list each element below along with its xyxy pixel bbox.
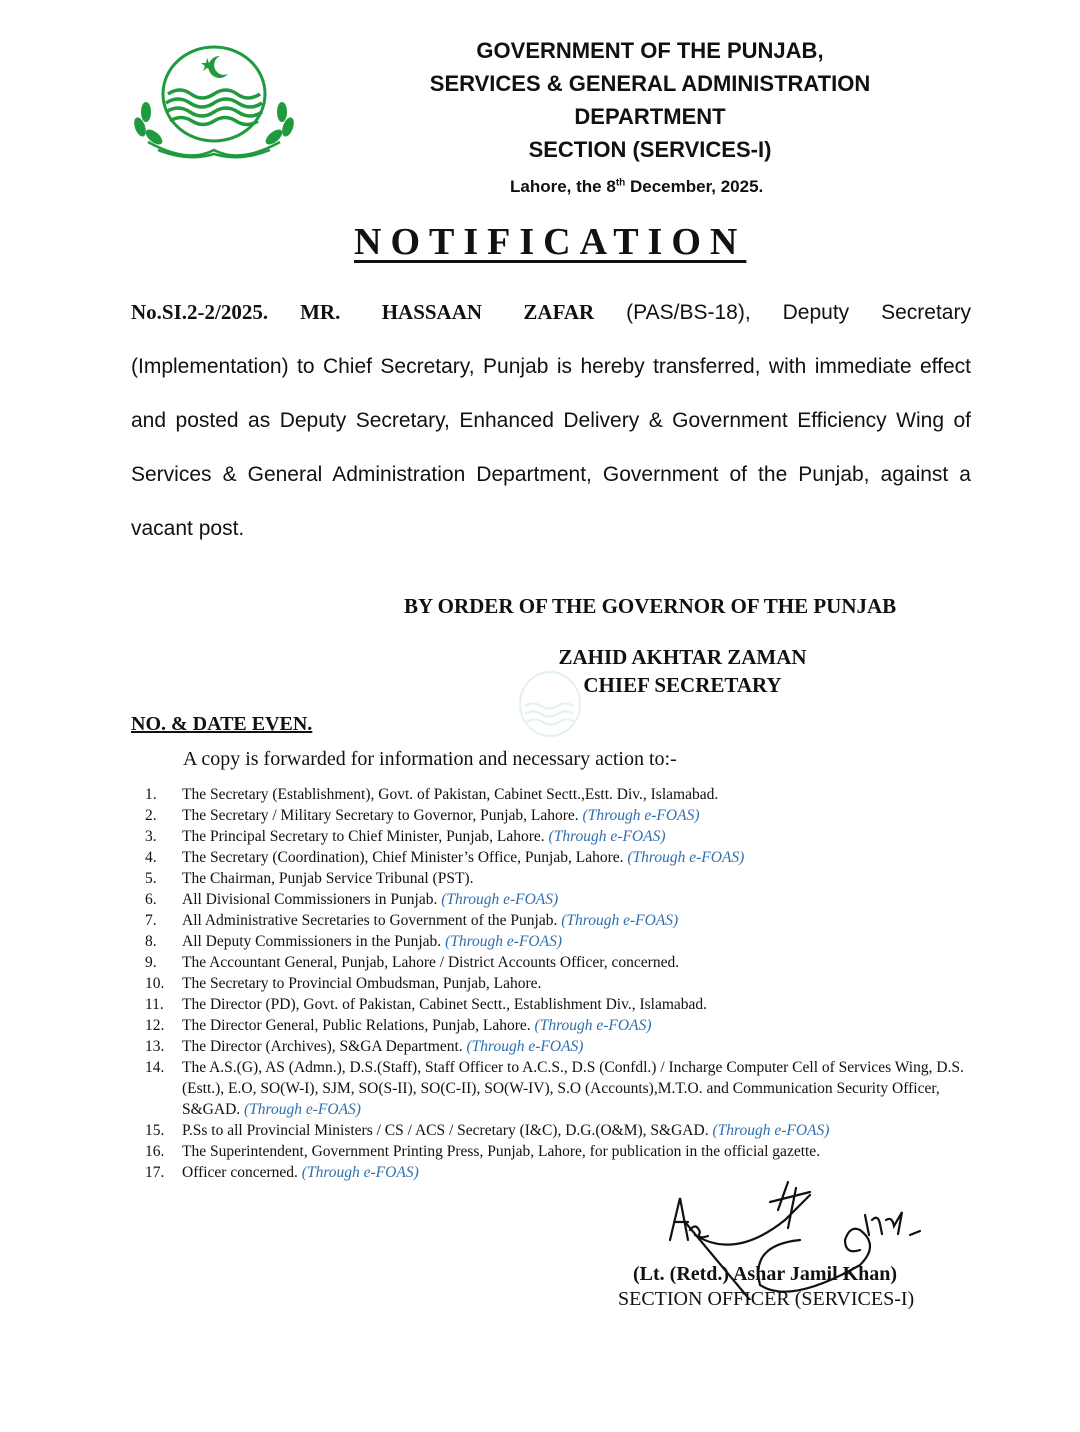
list-item [130, 994, 988, 1015]
list-item-number: 16. [145, 1143, 165, 1160]
list-item-text: The Secretary to Provincial Ombudsman, Punjab, Lahore. [182, 975, 542, 992]
list-item-text: The Secretary (Establishment), Govt. of Pakistan, Cabinet Sectt.,Estt. Div., Islamabad. [182, 786, 719, 803]
list-item-text: The Director (Archives), S&GA Department. [182, 1038, 467, 1055]
list-item-text-wrap [182, 889, 988, 910]
list-item-text: The Secretary (Coordination), Chief Minister’s Office, Punjab, Lahore. [182, 849, 628, 866]
notification-body [131, 285, 971, 556]
section-officer-title: SECTION OFFICER (SERVICES-I) [618, 1288, 915, 1310]
list-item-number: 8. [145, 933, 157, 950]
efoas-tag: (Through e-FOAS) [301, 1164, 419, 1181]
list-item [130, 1036, 988, 1057]
efoas-tag: (Through e-FOAS) [712, 1122, 830, 1139]
efoas-tag: (Through e-FOAS) [548, 828, 666, 845]
list-item-number: 17. [145, 1164, 165, 1181]
list-item-text: The Director General, Public Relations, Punjab, Lahore. [182, 1017, 535, 1034]
list-item-number: 6. [145, 891, 157, 908]
list-item [130, 952, 988, 973]
header-line-2: SERVICES & GENERAL ADMINISTRATION [429, 71, 871, 96]
emblem-watermark-icon [505, 668, 595, 740]
notification-title: NOTIFICATION [354, 221, 747, 263]
list-item-text: The Superintendent, Government Printing Press, Punjab, Lahore, for publication in the official gazette. [182, 1143, 821, 1160]
list-item-text-wrap [182, 1120, 988, 1141]
list-item-number: 7. [145, 912, 157, 929]
efoas-tag: (Through e-FOAS) [441, 891, 559, 908]
list-item-text: All Divisional Commissioners in Punjab. [182, 891, 442, 908]
efoas-tag: (Through e-FOAS) [627, 849, 745, 866]
efoas-tag: (Through e-FOAS) [534, 1017, 652, 1034]
header-line-4: SECTION (SERVICES-I) [528, 137, 772, 162]
efoas-tag: (Through e-FOAS) [445, 933, 563, 950]
section-officer-name: (Lt. (Retd.) Ashar Jamil Khan) [633, 1263, 898, 1285]
list-item [130, 910, 988, 931]
list-item-text: All Deputy Commissioners in the Punjab. [182, 933, 446, 950]
date-superscript: th [615, 177, 626, 189]
officer-name: MR. HASSAAN ZAFAR [300, 300, 595, 324]
signatory-title: CHIEF SECRETARY [583, 673, 782, 697]
list-item-text-wrap [182, 1057, 988, 1120]
list-item [130, 826, 988, 847]
list-item-text-wrap [182, 868, 988, 889]
list-item-text-wrap [182, 805, 988, 826]
list-item [130, 1141, 988, 1162]
list-item-number: 11. [145, 996, 164, 1013]
list-item [130, 931, 988, 952]
list-item-number: 15. [145, 1122, 165, 1139]
body-text: (PAS/BS-18), Deputy Secretary (Implementation) to Chief Secretary, Punjab is hereby transferred, with immediate effect and posted as Deputy Secretary, Enhanced Delivery & Government Efficiency Wing of Services & General Administration Department, Government of the Punjab, against a vacant post. [131, 301, 971, 540]
by-order-line: BY ORDER OF THE GOVERNOR OF THE PUNJAB [404, 594, 897, 618]
list-item-number: 1. [145, 786, 157, 803]
list-item-text-wrap [182, 1015, 988, 1036]
efoas-tag: (Through e-FOAS) [244, 1101, 361, 1118]
issue-date [510, 177, 763, 197]
list-item-text: The Chairman, Punjab Service Tribunal (PST). [182, 870, 474, 887]
list-item-number: 4. [145, 849, 157, 866]
list-item-number: 14. [145, 1059, 165, 1076]
distribution-list [130, 784, 988, 1183]
list-item-text: Officer concerned. [182, 1164, 302, 1181]
signatory-name: ZAHID AKHTAR ZAMAN [558, 645, 807, 669]
list-item [130, 1015, 988, 1036]
list-item-text: All Administrative Secretaries to Government of the Punjab. [182, 912, 562, 929]
list-item [130, 1120, 988, 1141]
list-item-number: 5. [145, 870, 157, 887]
date-prefix: Lahore, the 8 [510, 177, 616, 196]
list-item [130, 868, 988, 889]
list-item-text-wrap [182, 847, 988, 868]
list-item-number: 2. [145, 807, 157, 824]
punjab-emblem-icon [128, 42, 300, 164]
header-line-1: GOVERNMENT OF THE PUNJAB, [476, 38, 824, 63]
list-item-text-wrap [182, 784, 988, 805]
copy-intro: A copy is forwarded for information and necessary action to:- [183, 748, 677, 770]
list-item-text-wrap [182, 994, 988, 1015]
efoas-tag: (Through e-FOAS) [466, 1038, 584, 1055]
list-item [130, 973, 988, 994]
list-item [130, 1057, 988, 1120]
list-item-text-wrap [182, 931, 988, 952]
list-item [130, 805, 988, 826]
list-item-number: 10. [145, 975, 165, 992]
list-item-text: The A.S.(G), AS (Admn.), D.S.(Staff), Staff Officer to A.C.S., D.S (Confdl.) / Incharge Computer Cell of Services Wing, D.S.(Estt.), E.O, SO(W-I), SJM, SO(S-II), SO(C-II), SO(W-IV), S.O (Accounts),M.T.O. and Communication Security Officer, S&GAD. [182, 1059, 964, 1118]
list-item-number: 12. [145, 1017, 165, 1034]
efoas-tag: (Through e-FOAS) [561, 912, 679, 929]
list-item-text: The Secretary / Military Secretary to Governor, Punjab, Lahore. [182, 807, 583, 824]
list-item-number: 13. [145, 1038, 165, 1055]
department-header [340, 34, 960, 166]
reference-number: No.SI.2-2/2025. [131, 300, 269, 324]
header-line-3: DEPARTMENT [574, 104, 726, 129]
efoas-tag: (Through e-FOAS) [582, 807, 700, 824]
list-item-text: The Principal Secretary to Chief Minister, Punjab, Lahore. [182, 828, 549, 845]
list-item-text: The Accountant General, Punjab, Lahore / District Accounts Officer, concerned. [182, 954, 680, 971]
list-item-text-wrap [182, 826, 988, 847]
date-suffix: December, 2025. [625, 177, 764, 196]
list-item-text-wrap [182, 973, 988, 994]
list-item [130, 889, 988, 910]
list-item-number: 9. [145, 954, 157, 971]
list-item [130, 847, 988, 868]
list-item-number: 3. [145, 828, 157, 845]
list-item-text: The Director (PD), Govt. of Pakistan, Cabinet Sectt., Establishment Div., Islamabad. [182, 996, 708, 1013]
list-item-text: P.Ss to all Provincial Ministers / CS / ACS / Secretary (I&C), D.G.(O&M), S&GAD. [182, 1122, 713, 1139]
list-item-text-wrap [182, 1141, 988, 1162]
copy-heading: NO. & DATE EVEN. [131, 713, 313, 735]
list-item [130, 784, 988, 805]
list-item-text-wrap [182, 1036, 988, 1057]
list-item-text-wrap [182, 952, 988, 973]
list-item-text-wrap [182, 910, 988, 931]
